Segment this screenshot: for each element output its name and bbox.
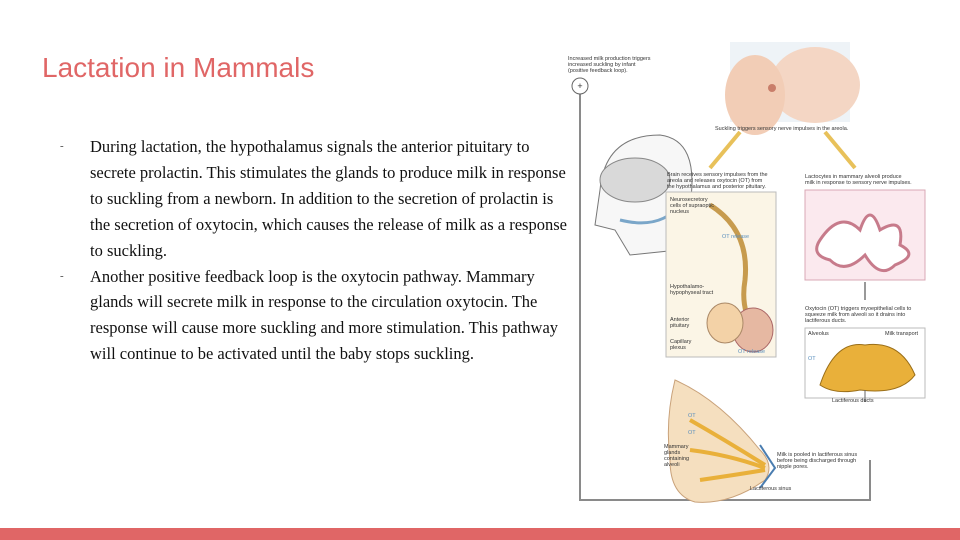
mammary-label: containing — [664, 456, 690, 462]
lactiferous-ducts-label: Lactiferous ducts — [832, 398, 874, 404]
ot-label: OT — [808, 356, 816, 362]
brain-caption: the hypothalamus and posterior pituitary. — [667, 184, 766, 190]
suckling-caption: Suckling triggers sensory nerve impulses in the areola. — [715, 126, 849, 132]
brain-caption: areola and releases oxytocin (OT) from — [667, 178, 763, 184]
ot-label: OT — [688, 413, 696, 419]
lactocytes-caption: Lactocytes in mammary alveoli produce — [805, 174, 902, 180]
lactiferous-sinus-label: Lactiferous sinus — [750, 486, 792, 492]
arrow-to-brain — [710, 132, 740, 168]
capillary-label: plexus — [670, 345, 686, 351]
hypo-tract-label: hypophyseal tract — [670, 290, 714, 296]
ot-release-label: OT release — [722, 234, 750, 240]
milk-transport-label: Milk transport — [885, 331, 919, 337]
oxytocin-caption: Oxytocin (OT) triggers myoepithelial cells to — [805, 306, 912, 312]
bullet-marker: - — [60, 269, 64, 282]
lactocytes-caption: milk in response to sensory nerve impulses. — [805, 180, 912, 186]
slide-title: Lactation in Mammals — [42, 52, 315, 83]
bullet-text: During lactation, the hypothalamus signals the anterior pituitary to secrete prolactin. This stimulates the glands to produce milk in response to suckling from a newborn. In addition to the secretion of prolactin is the secretion of oxytocin, which causes the release of milk as a response to suckling. — [90, 137, 567, 260]
ot-release-label: OT release — [738, 349, 766, 355]
sinus-caption: before being discharged through — [777, 458, 857, 464]
top-note-line: (positive feedback loop). — [568, 68, 628, 74]
brain-icon — [600, 158, 670, 202]
oxytocin-caption: lactiferous ducts. — [805, 318, 847, 324]
sinus-caption: Milk is pooled in lactiferous sinus — [777, 452, 858, 458]
ot-label: OT — [688, 430, 696, 436]
bullet-text: Another positive feedback loop is the oxytocin pathway. Mammary glands will secrete milk in response to the circulation oxytocin. The response will cause more suckling and more stimulation. This pathway will continue to be activated until the baby stops suckling. — [90, 266, 559, 364]
anterior-label: pituitary — [670, 323, 690, 329]
breast-shape — [725, 55, 785, 135]
sinus-caption: nipple pores. — [777, 464, 809, 470]
oxytocin-caption: squeeze milk from alveoli so it drains into — [805, 312, 906, 318]
mammary-label: glands — [664, 450, 681, 456]
lactation-diagram — [560, 40, 930, 510]
hypo-tract-label: Hypothalamo- — [670, 284, 705, 290]
bullet-item — [60, 264, 572, 368]
neuro-label: Neurosecretory — [670, 197, 708, 203]
mammary-label: Mammary — [664, 444, 689, 450]
top-note-line: increased suckling by infant — [568, 62, 636, 68]
top-note-line: Increased milk production triggers — [568, 56, 651, 62]
neuro-label: cells of supraoptic — [670, 203, 715, 209]
capillary-label: Capillary — [670, 339, 692, 345]
arrow-to-alveoli — [825, 132, 855, 168]
mammary-label: alveoli — [664, 462, 680, 468]
bullet-item — [60, 134, 572, 264]
alveolus-label: Alveolus — [808, 331, 829, 337]
bullet-marker: - — [60, 140, 64, 152]
breast-section — [668, 380, 769, 502]
anterior-label: Anterior — [670, 317, 690, 323]
nipple — [768, 84, 776, 92]
neuro-label: nucleus — [670, 209, 689, 215]
bottom-accent-bar — [0, 528, 960, 540]
brain-caption: Brain receives sensory impulses from the — [667, 172, 768, 178]
bullet-list — [60, 134, 572, 367]
plus-sign: + — [577, 81, 583, 91]
anterior-pituitary — [707, 303, 743, 343]
